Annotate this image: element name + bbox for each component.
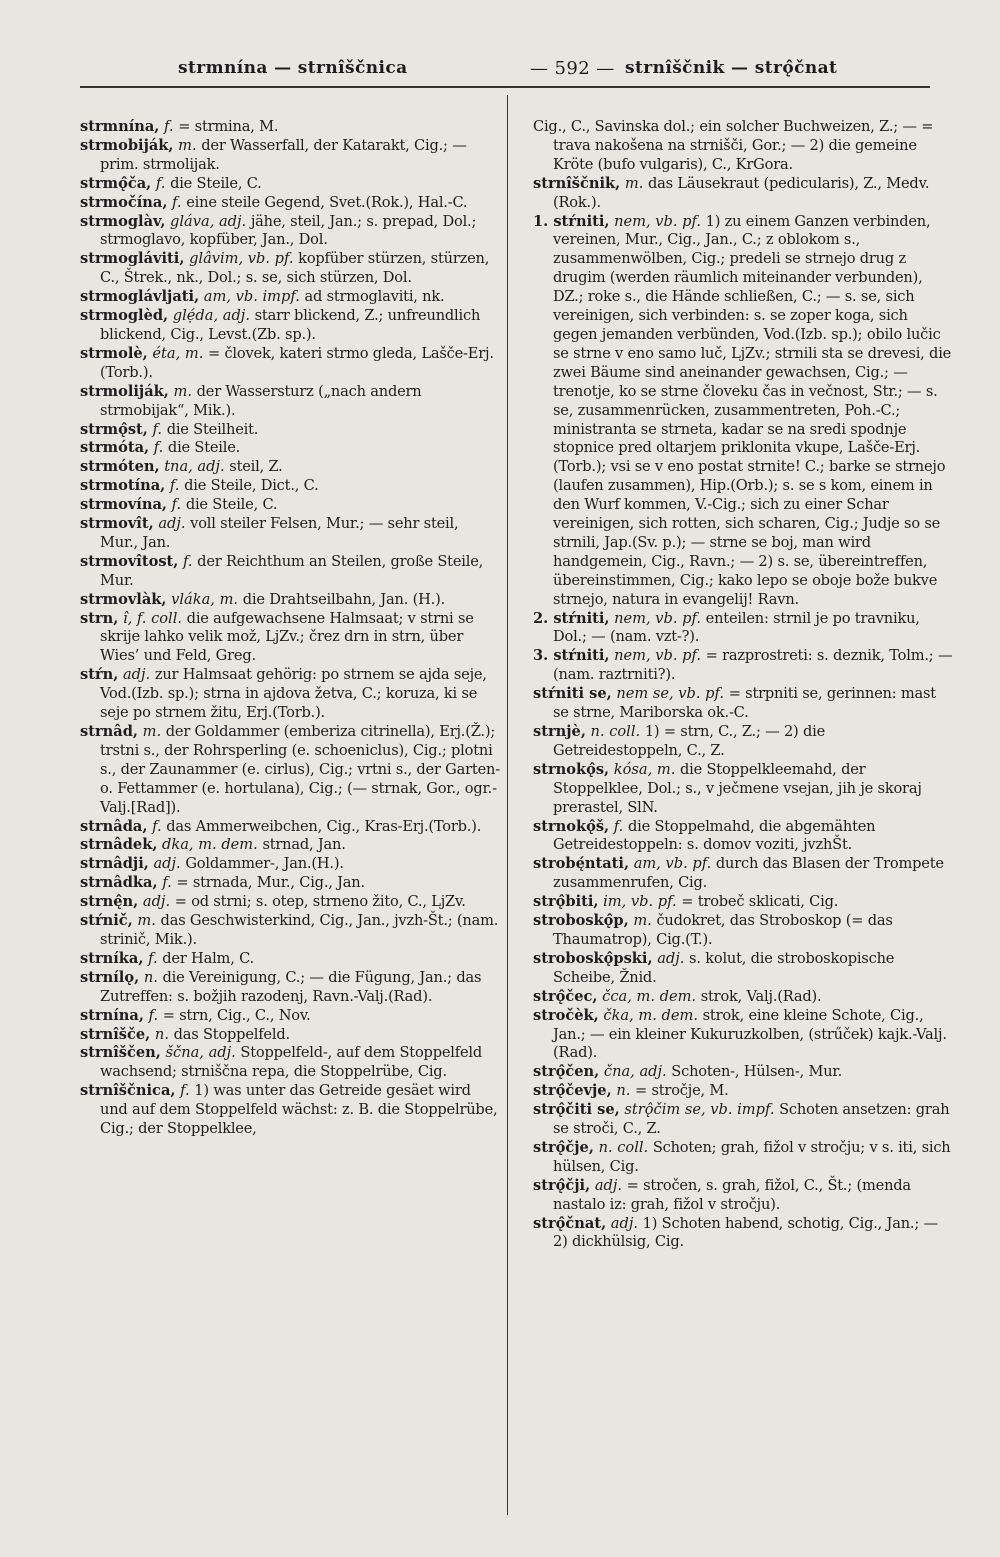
- entry-grammar: glẹ́da, adj.: [172, 307, 250, 325]
- entry-grammar: î, f. coll.: [122, 609, 183, 627]
- entry-definition: ad strmoglaviti, nk.: [304, 288, 445, 306]
- entry-definition: der Wassersturz („nach andern strmobijak“, Mik.).: [100, 382, 422, 419]
- entry-grammar: nem, vb. pf.: [614, 609, 702, 627]
- entry-grammar: nem, vb. pf.: [614, 212, 702, 230]
- dictionary-entry: [80, 666, 500, 723]
- entry-headword: strǫ̂čiti se,: [533, 1101, 620, 1119]
- dictionary-entry: [533, 647, 953, 685]
- entry-headword: stroboskǫ̂pski,: [533, 949, 653, 967]
- entry-definition: strok, Valj.(Rad).: [700, 987, 822, 1005]
- entry-definition: = trobeč sklicati, Cig.: [681, 893, 839, 911]
- dictionary-entry: [533, 1063, 953, 1082]
- entry-grammar: nem, vb. pf.: [614, 647, 702, 665]
- entry-headword: strnâdek,: [80, 836, 158, 854]
- entry-definition: enteilen: strnil je po travniku, Dol.; — (nam. vzt-?).: [553, 609, 920, 646]
- dictionary-entry: [80, 1044, 500, 1082]
- entry-definition: strnad, Jan.: [262, 836, 346, 854]
- entry-definition: der Wasserfall, der Katarakt, Cig.; — prim. strmolijak.: [100, 136, 467, 173]
- entry-grammar: adj.: [122, 666, 151, 684]
- entry-grammar: čca, m. dem.: [602, 987, 697, 1005]
- header-rule: [80, 86, 930, 88]
- entry-grammar: n. coll.: [590, 723, 641, 740]
- dictionary-entry: [80, 1007, 500, 1026]
- header-right-guideword: strnîščnik — strǫ̂čnat: [625, 58, 838, 78]
- dictionary-entry: [533, 912, 953, 950]
- dictionary-entry: [80, 288, 500, 307]
- entry-grammar: n.: [143, 968, 158, 986]
- entry-headword: strmočína,: [80, 193, 168, 211]
- dictionary-entry: [533, 685, 953, 723]
- entry-headword: strnílǫ,: [80, 968, 140, 986]
- entry-grammar: n.: [616, 1082, 631, 1100]
- entry-definition: die Stoppelkleemahd, der Stoppelklee, Dol.; s., v ječmene vsejan, jih je skoraj prerastel, SlN.: [553, 760, 922, 816]
- entry-headword: strmoglávljati,: [80, 288, 200, 306]
- entry-definition: der Reichthum an Steilen, große Steile, Mur.: [100, 552, 484, 589]
- entry-grammar: ščna, adj.: [165, 1044, 236, 1062]
- dictionary-entry: [80, 969, 500, 1007]
- entry-headword: 2. stŕniti,: [533, 609, 610, 627]
- entry-definition: = stročje, M.: [635, 1082, 729, 1100]
- entry-headword: strǫ̂čnat,: [533, 1214, 607, 1232]
- entry-grammar: n. coll.: [598, 1138, 649, 1156]
- entry-headword: stŕnič,: [80, 912, 133, 930]
- entry-definition: Goldammer-, Jan.(H.).: [185, 855, 344, 873]
- entry-definition: Stoppelfeld-, auf dem Stoppelfeld wachsend; strniščna repa, die Stoppelrübe, Cig.: [100, 1044, 482, 1081]
- dictionary-entry: [80, 553, 500, 591]
- entry-grammar: f.: [162, 874, 172, 892]
- entry-grammar: vláka, m.: [171, 590, 239, 608]
- dictionary-entry: [80, 855, 500, 874]
- entry-definition: der Halm, C.: [162, 949, 254, 967]
- entry-grammar: f.: [155, 174, 166, 192]
- entry-grammar: f.: [148, 949, 158, 967]
- entry-headword: strníka,: [80, 949, 144, 967]
- entry-headword: strǫ̂čje,: [533, 1138, 594, 1156]
- dictionary-entry: [533, 893, 953, 912]
- entry-definition: steil, Z.: [229, 458, 283, 476]
- entry-headword: strǫ̂biti,: [533, 893, 599, 911]
- right-column: [533, 118, 953, 1252]
- entry-headword: strnîščnica,: [80, 1082, 176, 1100]
- entry-grammar: m.: [633, 912, 652, 930]
- entry-definition: Schoten ansetzen: grah se stroči, C., Z.: [553, 1101, 950, 1138]
- dictionary-entry: [533, 175, 953, 213]
- entry-headword: strmǫ̂st,: [80, 420, 148, 438]
- entry-headword: strǫ̂čen,: [533, 1063, 600, 1081]
- entry-definition: s. kolut, die stroboskopische Scheibe, Žnid.: [553, 949, 895, 986]
- entry-grammar: f.: [152, 817, 162, 835]
- entry-definition: zur Halmsaat gehörig: po strnem se ajda seje, Vod.(Izb. sp.); strna in ajdova žetva, C.; koruza, ki se seje po strnem žitu, Erj.(Torb.).: [100, 666, 487, 722]
- entry-headword: strmoglèd,: [80, 307, 169, 325]
- entry-headword: 3. stŕniti,: [533, 647, 610, 665]
- entry-definition: čudokret, das Stroboskop (= das Thaumatrop), Cig.(T.).: [553, 912, 893, 948]
- entry-definition: die Steilheit.: [166, 420, 259, 438]
- entry-grammar: nem se, vb. pf.: [616, 685, 725, 703]
- entry-definition: die Vereinigung, C.; — die Fügung, Jan.; das Zutreffen: s. božjih razodenj, Ravn.-Valj.(Rad).: [100, 968, 482, 1005]
- dictionary-entry: [533, 1139, 953, 1177]
- entry-grammar: m.: [173, 382, 192, 400]
- entry-headword: strǫ̂čec,: [533, 987, 598, 1005]
- entry-definition: eine steile Gegend, Svet.(Rok.), Hal.-C.: [186, 193, 468, 211]
- entry-grammar: adj.: [657, 949, 685, 967]
- entry-grammar: f.: [153, 439, 164, 457]
- entry-grammar: adj.: [594, 1176, 623, 1194]
- dictionary-entry: [80, 496, 500, 515]
- dictionary-entry: [533, 1101, 953, 1139]
- entry-headword: strǫ̂čevje,: [533, 1082, 612, 1100]
- entry-headword: strnokǫ̂š,: [533, 817, 610, 835]
- entry-headword: strnę̂n,: [80, 893, 139, 911]
- dictionary-entry: [80, 912, 500, 950]
- entry-grammar: f.: [164, 118, 174, 135]
- entry-headword: strmóta,: [80, 439, 150, 457]
- dictionary-entry: [533, 1007, 953, 1064]
- entry-definition: = strn, Cig., C., Nov.: [162, 1006, 311, 1024]
- entry-headword: strmovlàk,: [80, 590, 167, 608]
- entry-headword: strnâd,: [80, 723, 138, 740]
- entry-headword: strnâdka,: [80, 874, 158, 892]
- entry-headword: strn,: [80, 609, 119, 627]
- entry-headword: strmolè,: [80, 344, 148, 362]
- dictionary-entry: [80, 118, 500, 137]
- entry-headword: strnâdji,: [80, 855, 149, 873]
- entry-grammar: f.: [152, 420, 163, 438]
- entry-headword: strnjè,: [533, 723, 586, 740]
- entry-definition: 1) was unter das Getreide gesäet wird und auf dem Stoppelfeld wächst: z. B. die Stoppelrübe, Cig.; der Stoppelklee,: [100, 1082, 498, 1138]
- entry-headword: strmóten,: [80, 458, 160, 476]
- dictionary-entry: [80, 818, 500, 837]
- entry-definition: starr blickend, Z.; unfreundlich blickend, Cig., Levst.(Zb. sp.).: [100, 307, 481, 343]
- entry-grammar: im, vb. pf.: [603, 893, 677, 911]
- entry-grammar: glâvim, vb. pf.: [189, 250, 294, 268]
- entry-definition: die Steile, C.: [185, 496, 278, 514]
- entry-grammar: f.: [172, 193, 182, 211]
- dictionary-entry: [80, 458, 500, 477]
- dictionary-entry: [533, 723, 953, 761]
- entry-definition: = stročen, s. grah, fižol, C., Št.; (menda nastalo iz: grah, fižol v stročju).: [553, 1176, 911, 1213]
- entry-headword: strǫ̂čji,: [533, 1176, 591, 1194]
- entry-headword: strmovína,: [80, 496, 167, 514]
- entry-definition: 1) = strn, C., Z.; — 2) die Getreidestoppeln, C., Z.: [553, 723, 826, 759]
- entry-definition: die Stoppelmahd, die abgemähten Getreidestoppeln: s. domov voziti, jvzhŠt.: [553, 817, 876, 854]
- dictionary-entry: [533, 118, 953, 175]
- entry-grammar: f.: [148, 1006, 159, 1024]
- page-number: — 592 —: [530, 58, 615, 79]
- entry-definition: = človek, kateri strmo gleda, Lašče-Erj.(Torb.).: [100, 344, 494, 381]
- entry-grammar: adj.: [610, 1214, 639, 1232]
- entry-headword: strmovît,: [80, 515, 154, 533]
- dictionary-entry: [533, 610, 953, 648]
- entry-definition: = strpniti se, gerinnen: mast se strne, Mariborska ok.-C.: [553, 685, 936, 722]
- dictionary-entry: [80, 1082, 500, 1139]
- entry-headword: stŕniti se,: [533, 685, 612, 703]
- entry-headword: strmobiják,: [80, 136, 174, 154]
- entry-definition: die aufgewachsene Halmsaat; v strni se skrije lahko velik mož, LjZv.; črez drn in strn, über Wies’ und Feld, Greg.: [100, 609, 474, 665]
- entry-grammar: am, vb. impf.: [203, 288, 300, 306]
- entry-definition: die Steile, Dict., C.: [184, 477, 319, 495]
- entry-grammar: dka, m. dem.: [162, 836, 258, 854]
- entry-headword: strmoliják,: [80, 382, 169, 400]
- dictionary-entry: [533, 1082, 953, 1101]
- entry-definition: die Drahtseilbahn, Jan. (H.).: [242, 590, 446, 608]
- dictionary-entry: [80, 893, 500, 912]
- dictionary-entry: [533, 818, 953, 856]
- entry-headword: strmǫ̂ča,: [80, 174, 152, 192]
- dictionary-entry: [80, 836, 500, 855]
- entry-definition: strok, eine kleine Schote, Cig., Jan.; — ein kleiner Kukuruzkolben, (strűček) kajk.-Valj.(Rad).: [553, 1006, 947, 1062]
- entry-grammar: gláva, adj.: [170, 212, 247, 230]
- header-left-guideword: strmnína — strnîščnica: [178, 58, 408, 78]
- entry-definition: kopfüber stürzen, stürzen, C., Štrek., nk., Dol.; s. se, sich stürzen, Dol.: [100, 250, 490, 287]
- entry-headword: strmoglàv,: [80, 212, 166, 230]
- dictionary-entry: [533, 855, 953, 893]
- entry-definition: Schoten-, Hülsen-, Mur.: [671, 1063, 843, 1081]
- entry-grammar: m.: [137, 912, 156, 930]
- dictionary-entry: [533, 1215, 953, 1253]
- entry-headword: strnâda,: [80, 817, 148, 835]
- entry-headword: stŕn,: [80, 666, 119, 684]
- entry-definition: Cig., C., Savinska dol.; ein solcher Buchweizen, Z.; — = trava nakošena na strnišči, Gor.; — 2) die gemeine Kröte (bufo vulgaris), C., KrGora.: [533, 118, 934, 173]
- dictionary-entry: [533, 950, 953, 988]
- entry-grammar: f.: [169, 477, 180, 495]
- entry-grammar: adj.: [158, 515, 186, 533]
- entry-definition: 1) zu einem Ganzen verbinden, vereinen, Mur., Cig., Jan., C.; z oblokom s., zusammenwölben, Cig.; predeli se strnejo drug z drugim (werden räumlich miteinander verbunden), DZ.; roke s., die Hände schließen, C.; — s. se, sich vereinigen, sich verbinden: s. se zoper koga, sich gegen jemanden verbünden, Vod.(Izb. sp.); obilo lučic se strne v eno samo luč, LjZv.; strnili sta se drevesi, die zwei Bäume sind aneinander gewachsen, Cig.; — trenotje, ko se strne človeku čas in večnost, Str.; — s. se, zusammenrücken, zusammentreten, Poh.-C.; ministranta se strneta, kadar se na sredi spodnje stopnice pred oltarjem priklonita vkupe, Lašče-Erj.(Torb.); vsi se v eno postat strnite! C.; barke se strnejo (laufen zusammen), Hip.(Orb.); s. se s kom, einem in den Wurf kommen, V.-Cig.; sich zu einer Schar vereinigen, sich rotten, sich scharen, Cig.; Judje so se strnili, Jap.(Sv. p.); — strne se boj, man wird handgemein, Cig., Ravn.; — 2) s. se, übereintreffen, übereinstimmen, Cig.; kako lepo se oboje bože bukve strnejo, natura in evangelij! Ravn.: [553, 212, 952, 608]
- entry-definition: = od strni; s. otep, strneno žito, C., LjZv.: [174, 893, 466, 911]
- dictionary-entry: [80, 307, 500, 345]
- entry-grammar: tna, adj.: [164, 458, 225, 476]
- entry-headword: strnîščnik,: [533, 174, 621, 192]
- left-column: [80, 118, 500, 1139]
- dictionary-entry: [80, 610, 500, 667]
- entry-definition: das Läusekraut (pedicularis), Z., Medv.(Rok.).: [553, 174, 930, 211]
- entry-grammar: n.: [154, 1025, 169, 1043]
- dictionary-entry: [80, 950, 500, 969]
- entry-definition: das Geschwisterkind, Cig., Jan., jvzh-Št.; (nam. strinič, Mik.).: [100, 912, 499, 948]
- entry-grammar: m.: [142, 723, 162, 740]
- dictionary-entry: [533, 213, 953, 610]
- entry-grammar: f.: [171, 496, 182, 514]
- entry-grammar: f.: [613, 817, 624, 835]
- entry-definition: der Goldammer (emberiza citrinella), Erj.(Ž.); trstni s., der Rohrsperling (e. schoeniclus), Cig.; plotni s., der Zaunammer (e. cirlus), Cig.; vrtni s., der Garten- o. Fettammer (e. hortulana), Cig.; (— strnak, Gor., ogr.-Valj.[Rad]).: [100, 723, 500, 816]
- dictionary-entry: [80, 515, 500, 553]
- entry-headword: 1. stŕniti,: [533, 212, 610, 230]
- dictionary-entry: [80, 383, 500, 421]
- dictionary-entry: [80, 439, 500, 458]
- entry-definition: die Steile, C.: [170, 174, 262, 192]
- dictionary-entry: [80, 137, 500, 175]
- entry-headword: strmnína,: [80, 118, 160, 135]
- entry-definition: = razprostreti: s. deznik, Tolm.; — (nam. raztrniti?).: [553, 647, 953, 684]
- page-header: [80, 52, 930, 86]
- entry-grammar: f.: [180, 1082, 190, 1100]
- entry-headword: stroboskǫ̂p,: [533, 912, 629, 930]
- entry-headword: strnokǫ̂s,: [533, 760, 610, 778]
- entry-definition: = strmina, M.: [178, 118, 279, 135]
- entry-definition: 1) Schoten habend, schotig, Cig., Jan.; — 2) dickhülsig, Cig.: [553, 1214, 938, 1251]
- entry-definition: das Stoppelfeld.: [173, 1025, 290, 1043]
- entry-headword: strmogláviti,: [80, 250, 185, 268]
- entry-definition: das Ammerweibchen, Cig., Kras-Erj.(Torb.).: [166, 817, 482, 835]
- entry-grammar: kósa, m.: [613, 760, 676, 778]
- entry-headword: stročèk,: [533, 1006, 599, 1024]
- dictionary-entry: [80, 477, 500, 496]
- entry-grammar: adj.: [142, 893, 171, 911]
- entry-grammar: m.: [624, 174, 644, 192]
- entry-definition: durch das Blasen der Trompete zusammenrufen, Cig.: [553, 855, 944, 892]
- entry-grammar: strǫ̂čim se, vb. impf.: [624, 1101, 775, 1119]
- entry-definition: die Steile.: [167, 439, 241, 457]
- entry-headword: strmotína,: [80, 477, 166, 495]
- entry-grammar: am, vb. pf.: [633, 855, 712, 873]
- dictionary-entry: [80, 250, 500, 288]
- dictionary-entry: [80, 175, 500, 194]
- dictionary-entry: [533, 1177, 953, 1215]
- entry-grammar: f.: [183, 552, 193, 570]
- dictionary-entry: [80, 194, 500, 213]
- dictionary-entry: [533, 988, 953, 1007]
- entry-definition: voll steiler Felsen, Mur.; — sehr steil, Mur., Jan.: [100, 515, 459, 551]
- dictionary-entry: [80, 1026, 500, 1045]
- entry-definition: = strnada, Mur., Cig., Jan.: [176, 874, 365, 892]
- entry-headword: strnîšče,: [80, 1025, 151, 1043]
- dictionary-entry: [80, 874, 500, 893]
- dictionary-entry: [80, 723, 500, 818]
- column-divider: [507, 95, 508, 1515]
- dictionary-entry: [80, 421, 500, 440]
- dictionary-entry: [533, 761, 953, 818]
- entry-grammar: m.: [178, 136, 197, 154]
- entry-headword: strnîščen,: [80, 1044, 161, 1062]
- entry-headword: strobę́ntati,: [533, 855, 630, 873]
- entry-definition: Schoten; grah, fižol v stročju; v s. iti, sich hülsen, Cig.: [553, 1138, 951, 1175]
- dictionary-entry: [80, 345, 500, 383]
- dictionary-entry: [80, 591, 500, 610]
- entry-grammar: adj.: [153, 855, 181, 873]
- entry-definition: jähe, steil, Jan.; s. prepad, Dol.; strmoglavo, kopfüber, Jan., Dol.: [100, 212, 477, 249]
- entry-grammar: éta, m.: [152, 344, 204, 362]
- entry-headword: strmovîtost,: [80, 552, 179, 570]
- entry-grammar: čna, adj.: [603, 1063, 667, 1081]
- entry-headword: strnína,: [80, 1006, 144, 1024]
- entry-grammar: čka, m. dem.: [603, 1006, 698, 1024]
- dictionary-entry: [80, 213, 500, 251]
